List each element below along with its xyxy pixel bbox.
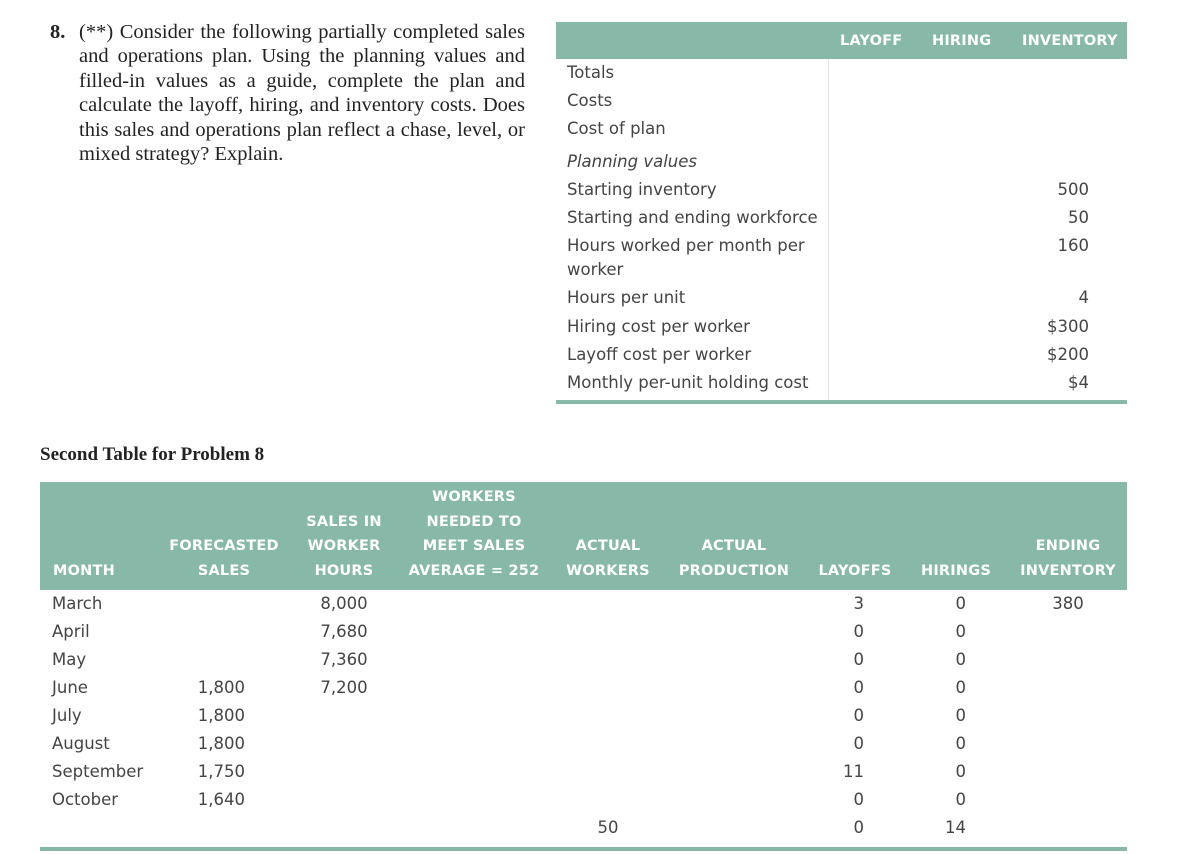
problem-text: (**) Consider the following partially completed sales and operations plan. Using the planning values and filled-in values as a guide, complete the plan and calculate the layoff, hiring, and inventory costs. Does this sales and operations plan reflect a chase, level, or mixed strategy? Explain. bbox=[79, 21, 525, 166]
table1-bottom-rule bbox=[556, 400, 1127, 404]
header-month: MONTH bbox=[53, 562, 115, 579]
cell-hirings: 0 bbox=[955, 594, 966, 613]
cell-ending-inventory: 380 bbox=[1052, 594, 1084, 613]
cell-month: June bbox=[52, 678, 88, 697]
cell-hirings: 0 bbox=[955, 678, 966, 697]
cell-forecasted-sales: 1,750 bbox=[197, 762, 245, 781]
table1-row-planning-values: Planning values bbox=[567, 152, 697, 171]
cell-layoffs: 0 bbox=[853, 622, 864, 641]
header-layoffs: LAYOFFS bbox=[818, 562, 892, 579]
cell-layoffs: 0 bbox=[853, 790, 864, 809]
cell-sales-hours: 7,200 bbox=[320, 678, 368, 697]
header-ending-inventory: ENDING INVENTORY bbox=[1020, 538, 1116, 579]
cell-month: September bbox=[52, 762, 144, 781]
cell-hirings: 0 bbox=[955, 734, 966, 753]
cell-hirings: 0 bbox=[955, 790, 966, 809]
table-row bbox=[40, 731, 1127, 759]
header-actual-production: ACTUAL PRODUCTION bbox=[678, 538, 790, 579]
table1-header bbox=[556, 22, 1127, 59]
cell-actual-workers: 50 bbox=[597, 818, 619, 837]
table1-row-starting-inventory: Starting inventory 500 bbox=[567, 180, 1089, 199]
cell-sales-hours: 7,680 bbox=[320, 622, 368, 641]
cell-month: March bbox=[52, 594, 103, 613]
cell-month: April bbox=[52, 622, 90, 641]
header-workers-needed: WORKERS NEEDED TO MEET SALES AVERAGE = 252 bbox=[408, 489, 540, 579]
header-forecasted-sales: FORECASTED SALES bbox=[169, 538, 279, 579]
cell-sales-hours: 7,360 bbox=[320, 650, 368, 669]
cell-month: July bbox=[52, 706, 82, 725]
table-row bbox=[40, 787, 1127, 815]
cell-layoffs: 0 bbox=[853, 734, 864, 753]
table1-row-costs: Costs bbox=[567, 91, 613, 110]
table1-row-hiring-cost: Hiring cost per worker $300 bbox=[567, 317, 1089, 336]
cell-layoffs: 0 bbox=[853, 678, 864, 697]
table1-header-hiring: HIRING bbox=[932, 33, 992, 49]
table1-header-layoff: LAYOFF bbox=[840, 33, 903, 49]
cell-layoffs: 0 bbox=[853, 818, 864, 837]
table2-caption: Second Table for Problem 8 bbox=[40, 444, 265, 465]
cell-month: May bbox=[52, 650, 87, 669]
cell-sales-hours: 8,000 bbox=[320, 594, 368, 613]
cell-hirings: 0 bbox=[955, 622, 966, 641]
problem-statement bbox=[50, 20, 525, 166]
table1-row-hours-per-unit: Hours per unit 4 bbox=[567, 288, 1089, 307]
cell-month: October bbox=[52, 790, 119, 809]
table-row bbox=[40, 647, 1127, 675]
cell-month: August bbox=[52, 734, 110, 753]
cell-forecasted-sales: 1,800 bbox=[197, 734, 245, 753]
table1-row-holding-cost: Monthly per-unit holding cost $4 bbox=[567, 373, 1089, 392]
table1-row-cost-of-plan: Cost of plan bbox=[567, 119, 666, 138]
cell-hirings: 0 bbox=[955, 650, 966, 669]
table-row bbox=[40, 759, 1127, 787]
table-row bbox=[40, 675, 1127, 703]
table1-row-layoff-cost: Layoff cost per worker $200 bbox=[567, 345, 1089, 364]
cell-hirings: 0 bbox=[955, 762, 966, 781]
header-actual-workers: ACTUAL WORKERS bbox=[566, 538, 650, 579]
header-sales-hours: SALES IN WORKER HOURS bbox=[306, 513, 382, 579]
table1-header-inventory: INVENTORY bbox=[1022, 33, 1118, 49]
cell-forecasted-sales: 1,640 bbox=[197, 790, 245, 809]
table-row bbox=[40, 815, 1127, 843]
table-row bbox=[40, 591, 1127, 619]
table-row bbox=[40, 619, 1127, 647]
cell-forecasted-sales: 1,800 bbox=[197, 706, 245, 725]
cell-layoffs: 3 bbox=[853, 594, 864, 613]
cell-forecasted-sales: 1,800 bbox=[197, 678, 245, 697]
table1-row-hours-worked: Hours worked per month per 160 worker bbox=[567, 236, 1089, 279]
cell-hirings: 14 bbox=[945, 818, 966, 837]
table1-row-totals: Totals bbox=[567, 63, 615, 82]
table2-header bbox=[40, 482, 1127, 590]
cell-layoffs: 11 bbox=[843, 762, 864, 781]
header-hirings: HIRINGS bbox=[921, 562, 991, 579]
problem-number: 8. bbox=[50, 21, 66, 43]
cell-layoffs: 0 bbox=[853, 650, 864, 669]
table2-bottom-rule bbox=[40, 847, 1127, 851]
cell-hirings: 0 bbox=[955, 706, 966, 725]
table-row bbox=[40, 703, 1127, 731]
table1-row-workforce: Starting and ending workforce 50 bbox=[567, 208, 1089, 227]
cell-layoffs: 0 bbox=[853, 706, 864, 725]
